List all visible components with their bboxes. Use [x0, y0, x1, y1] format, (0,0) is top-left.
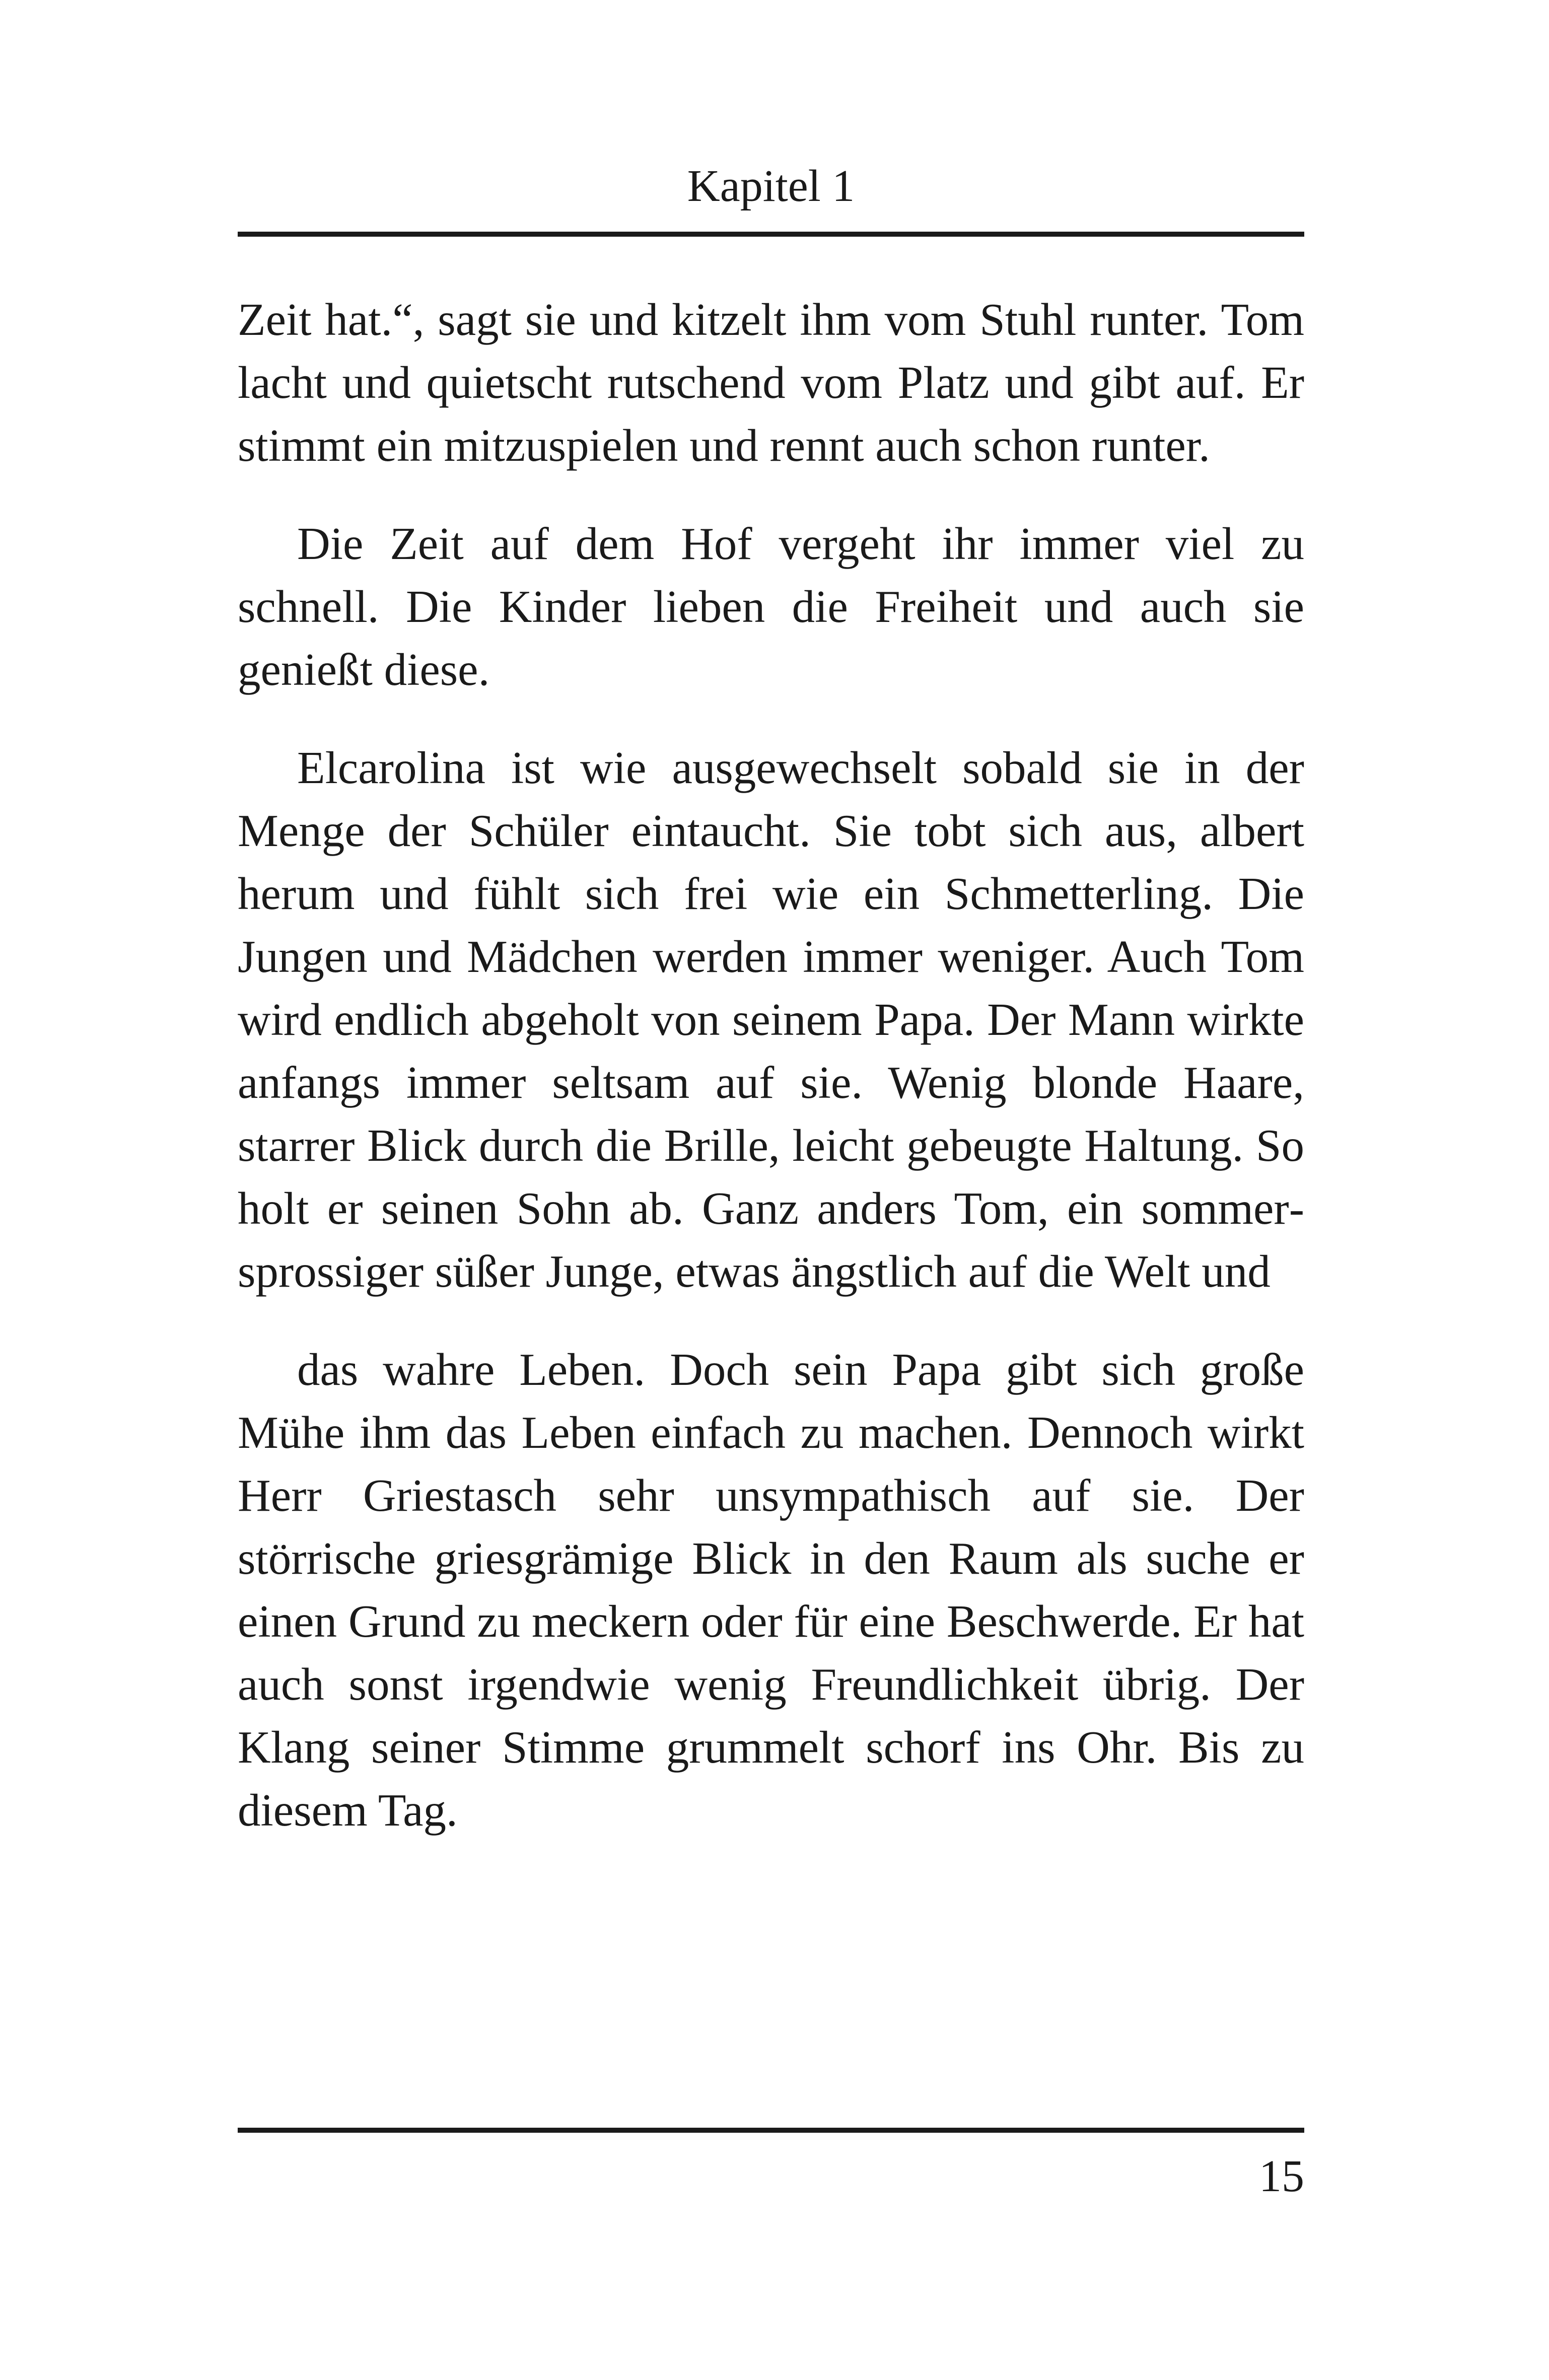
body-text [238, 288, 1304, 1842]
header-rule [238, 232, 1304, 237]
chapter-header: Kapitel 1 [687, 161, 855, 211]
paragraph-4: das wahre Leben. Doch sein Papa gibt sich große Mühe ihm das Leben einfach zu machen. Dennoch wirkt Herr Griestasch sehr unsympathisch auf sie. Der störrische griesgrämige Blick in den Raum als suche er einen Grund zu meckern oder für eine Beschwerde. Er hat auch sonst irgendwie wenig Freundlichkeit übrig. Der Klang seiner Stimme grummelt schorf ins Ohr. Bis zu diesem Tag. [238, 1344, 1304, 1836]
page-number: 15 [1259, 2151, 1304, 2201]
footer-rule [238, 2128, 1304, 2133]
paragraph-1: Zeit hat.“, sagt sie und kitzelt ihm vom Stuhl runter. Tom lacht und quietscht rutschend vom Platz und gibt auf. Er stimmt ein mitzuspielen und rennt auch schon runter. [238, 294, 1304, 471]
paragraph-2: Die Zeit auf dem Hof vergeht ihr immer viel zu schnell. Die Kinder lieben die Freiheit und auch sie genießt diese. [238, 518, 1304, 695]
paragraph-3: Elcarolina ist wie ausgewechselt sobald sie in der Menge der Schüler eintaucht. Sie tobt sich aus, albert herum und fühlt sich frei wie ein Schmetterling. Die Jungen und Mädchen werden immer weniger. Auch Tom wird endlich abgeholt von seinem Papa. Der Mann wirkte anfangs immer seltsam auf sie. Wenig blonde Haare, starrer Blick durch die Brille, leicht gebeugte Haltung. So holt er seinen Sohn ab. Ganz anders Tom, ein sommersprossiger süßer Junge, etwas ängstlich auf die Welt und [238, 742, 1304, 1297]
